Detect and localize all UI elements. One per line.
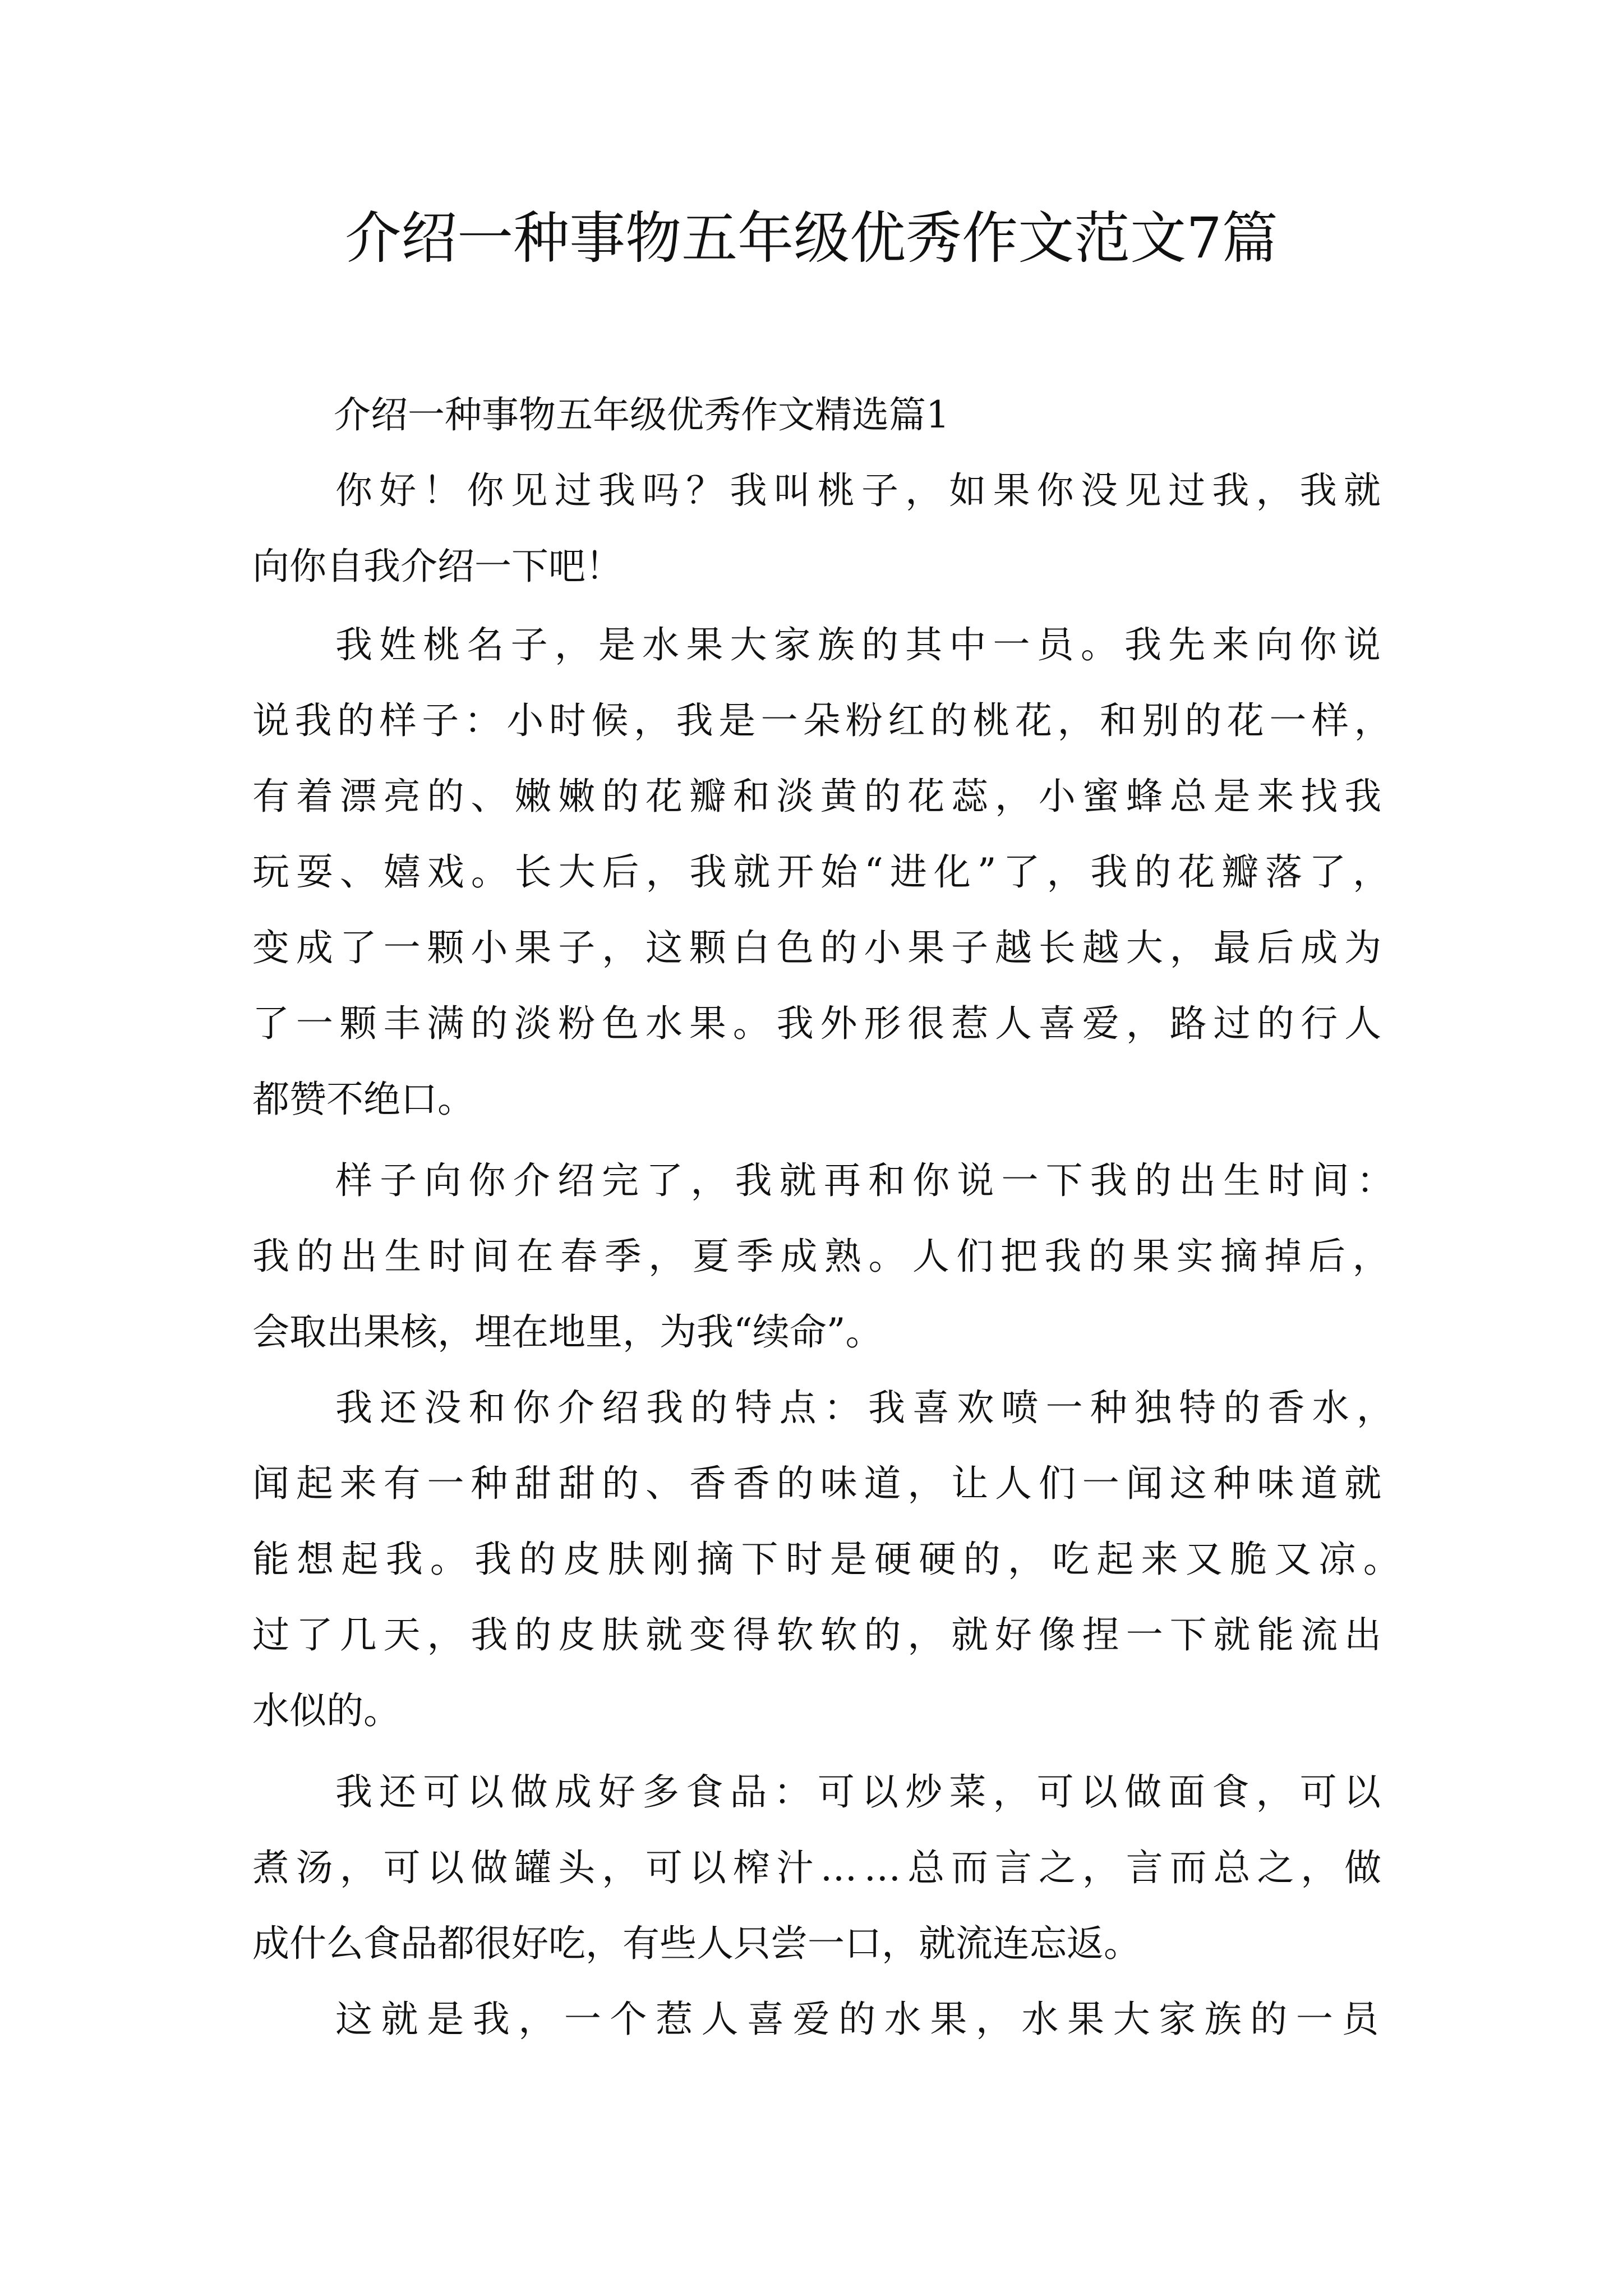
line-text: 你好！你见过我吗？我叫桃子，如果你没见过我，我就 (335, 469, 1387, 512)
line-text: 变成了一颗小果子，这颗白色的小果子越长越大，最后成为 (252, 926, 1388, 969)
line-text: 成什么食品都很好吃，有些人只尝一口，就流连忘返。 (252, 1922, 1141, 1965)
line-text: 这就是我，一个惹人喜爱的水果，水果大家族的一员 (335, 1998, 1387, 2041)
line-text: 了一颗丰满的淡粉色水果。我外形很惹人喜爱，路过的行人 (252, 1002, 1388, 1045)
line-text: 样子向你介绍完了，我就再和你说一下我的出生时间： (335, 1159, 1401, 1202)
line-text: 闻起来有一种甜甜的、香香的味道，让人们一闻这种味道就 (252, 1462, 1388, 1505)
line-text: 会取出果核，埋在地里，为我“续命”。 (252, 1310, 883, 1354)
line-text: 我的出生时间在春季，夏季成熟。人们把我的果实摘掉后， (252, 1235, 1396, 1278)
line-text: 有着漂亮的、嫩嫩的花瓣和淡黄的花蕊，小蜜蜂总是来找我 (252, 775, 1388, 818)
line-text: 说我的样子：小时候，我是一朵粉红的桃花，和别的花一样， (252, 699, 1396, 742)
line-text: 水似的。 (252, 1689, 400, 1732)
line-text: 我姓桃名子，是水果大家族的其中一员。我先来向你说 (335, 623, 1387, 666)
line-text: 过了几天，我的皮肤就变得软软的，就好像捏一下就能流出 (252, 1613, 1388, 1657)
line-text: 我还可以做成好多食品：可以炒菜，可以做面食，可以 (335, 1770, 1387, 1814)
line-text: 煮汤，可以做罐头，可以榨汁……总而言之，言而总之，做 (252, 1846, 1388, 1889)
section-heading: 介绍一种事物五年级优秀作文精选篇1 (334, 393, 949, 436)
line-text: 向你自我介绍一下吧！ (252, 545, 623, 588)
line-text: 我还没和你介绍我的特点：我喜欢喷一种独特的香水， (335, 1386, 1401, 1429)
line-text: 玩耍、嬉戏。长大后，我就开始“进化”了，我的花瓣落了， (252, 850, 1396, 894)
document-title: 介绍一种事物五年级优秀作文范文7篇 (345, 205, 1278, 271)
line-text: 都赞不绝口。 (252, 1078, 474, 1121)
line-text: 能想起我。我的皮肤刚摘下时是硬硬的，吃起来又脆又凉。 (252, 1538, 1408, 1581)
